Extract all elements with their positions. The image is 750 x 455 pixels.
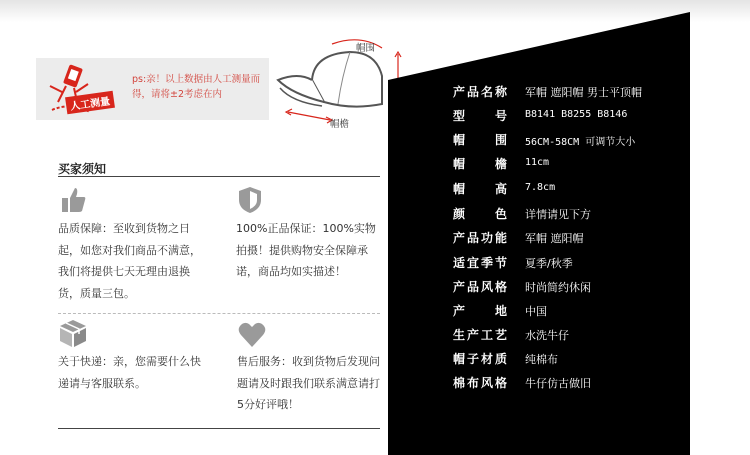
spec-key: 颜色 bbox=[453, 207, 507, 221]
manual-measure-tag: 人工测量 bbox=[65, 91, 115, 115]
spec-value: 中国 bbox=[525, 305, 547, 318]
spec-key: 帽高 bbox=[453, 182, 507, 196]
spec-key: 产地 bbox=[453, 304, 507, 318]
spec-value: 7.8cm bbox=[525, 182, 556, 193]
spec-key: 产品功能 bbox=[453, 231, 507, 245]
spec-key: 帽檐 bbox=[453, 157, 507, 171]
spec-key: 型号 bbox=[453, 109, 507, 123]
spec-key: 帽围 bbox=[453, 133, 507, 147]
spec-key: 帽子材质 bbox=[453, 352, 507, 366]
spec-key: 适宜季节 bbox=[453, 256, 507, 270]
spec-key: 产品名称 bbox=[453, 85, 507, 99]
spec-value: 11cm bbox=[525, 157, 550, 168]
spec-value: 纯棉布 bbox=[525, 353, 558, 366]
notice-shipping-text: 关于快递：亲，您需要什么快递请与客服联系。 bbox=[58, 355, 201, 390]
spec-value: 详情请见下方 bbox=[525, 208, 591, 221]
spec-value: 牛仔仿古做旧 bbox=[525, 377, 591, 390]
notice-title: 买家须知 bbox=[58, 162, 107, 176]
hat-circumference-label: 帽围 bbox=[356, 43, 376, 54]
notice-authentic-text: 100%正品保证：100%实物拍摄！提供购物安全保障承诺，商品均如实描述！ bbox=[236, 222, 376, 278]
notice-aftersales-text: 售后服务：收到货物后发现问题请及时跟我们联系满意请打5分好评哦！ bbox=[237, 355, 380, 411]
spec-key: 生产工艺 bbox=[453, 328, 507, 342]
notice-quality-text: 品质保障：至收到货物之日起，如您对我们商品不满意，我们将提供七天无理由退换货，质量三包。 bbox=[58, 222, 201, 300]
hat-brim-label: 帽檐 bbox=[330, 119, 350, 130]
spec-value: 军帽 遮阳帽 bbox=[525, 232, 584, 245]
spec-key: 棉布风格 bbox=[453, 376, 507, 390]
spec-key: 产品风格 bbox=[453, 280, 507, 294]
spec-value: 军帽 遮阳帽 男士平顶帽 bbox=[525, 86, 642, 99]
spec-value: 56CM-58CM 可调节大小 bbox=[525, 137, 636, 148]
spec-value: 时尚简约休闲 bbox=[525, 281, 591, 294]
spec-value: 夏季/秋季 bbox=[525, 257, 573, 270]
spec-value: 水洗牛仔 bbox=[525, 329, 569, 342]
measurement-note: ps:亲！以上数据由人工测量而得，请将±2考虑在内 bbox=[132, 74, 261, 100]
spec-value: B8141 B8255 B8146 bbox=[525, 109, 628, 120]
